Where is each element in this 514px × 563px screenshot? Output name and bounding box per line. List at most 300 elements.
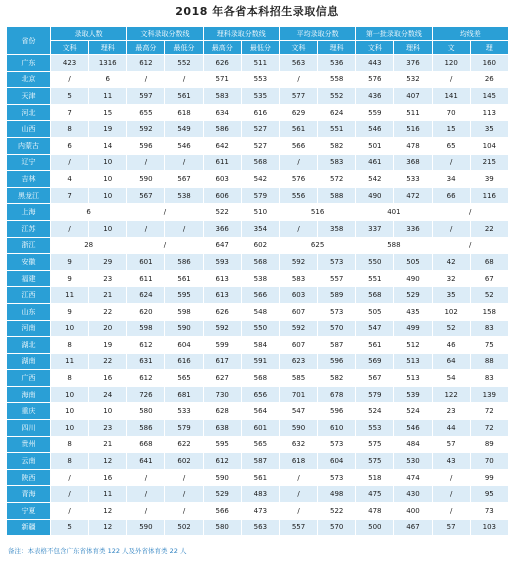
table-cell: 529: [203, 486, 241, 503]
table-cell: 530: [394, 453, 432, 470]
table-cell: /: [165, 220, 203, 237]
header-sub: 最高分: [127, 41, 165, 55]
table-cell: 513: [394, 370, 432, 387]
table-cell: 566: [279, 137, 317, 154]
province-cell: 河北: [7, 104, 51, 121]
table-cell: 10: [89, 187, 127, 204]
table-cell: 602: [241, 237, 279, 254]
table-cell: /: [127, 204, 203, 221]
table-cell: 511: [394, 104, 432, 121]
table-cell: 626: [203, 303, 241, 320]
table-cell: 597: [127, 88, 165, 105]
table-cell: 582: [318, 370, 356, 387]
table-cell: 598: [165, 303, 203, 320]
table-cell: 612: [127, 370, 165, 387]
table-cell: 561: [165, 270, 203, 287]
table-cell: /: [432, 486, 470, 503]
table-cell: 678: [318, 386, 356, 403]
table-cell: 11: [51, 353, 89, 370]
table-cell: 57: [432, 436, 470, 453]
table-row: [7, 519, 509, 536]
province-cell: 吉林: [7, 171, 51, 188]
table-cell: 478: [394, 137, 432, 154]
table-cell: 567: [165, 171, 203, 188]
table-cell: 28: [51, 237, 127, 254]
table-cell: 23: [89, 270, 127, 287]
table-cell: 576: [279, 171, 317, 188]
table-row: [7, 436, 509, 453]
table-cell: 70: [470, 453, 508, 470]
header-sub: 最高分: [203, 41, 241, 55]
table-cell: 577: [279, 88, 317, 105]
table-cell: 474: [394, 469, 432, 486]
table-cell: 10: [51, 386, 89, 403]
table-cell: 558: [318, 71, 356, 88]
table-cell: 730: [203, 386, 241, 403]
table-cell: 527: [241, 137, 279, 154]
table-cell: 11: [51, 287, 89, 304]
table-cell: 559: [356, 104, 394, 121]
table-cell: 72: [470, 420, 508, 437]
table-cell: 568: [241, 370, 279, 387]
table-cell: 73: [470, 503, 508, 520]
table-cell: 550: [241, 320, 279, 337]
table-cell: 83: [470, 320, 508, 337]
table-cell: /: [127, 220, 165, 237]
table-cell: 535: [241, 88, 279, 105]
table-cell: 490: [394, 270, 432, 287]
table-cell: 484: [394, 436, 432, 453]
table-cell: /: [279, 154, 317, 171]
table-row: [7, 270, 509, 287]
table-cell: 10: [89, 154, 127, 171]
table-cell: /: [127, 71, 165, 88]
table-cell: 553: [356, 420, 394, 437]
table-cell: /: [51, 71, 89, 88]
header-row-subs: [7, 41, 509, 55]
table-cell: 604: [165, 337, 203, 354]
table-cell: 596: [318, 353, 356, 370]
table-cell: 64: [432, 353, 470, 370]
table-cell: /: [432, 154, 470, 171]
table-cell: 400: [394, 503, 432, 520]
table-cell: 551: [318, 121, 356, 138]
table-cell: 566: [203, 503, 241, 520]
table-cell: 627: [203, 370, 241, 387]
table-cell: 611: [127, 270, 165, 287]
table-cell: 8: [51, 337, 89, 354]
table-cell: 7: [51, 104, 89, 121]
table-cell: 590: [165, 320, 203, 337]
table-cell: 612: [203, 453, 241, 470]
table-row: [7, 386, 509, 403]
table-row: [7, 220, 509, 237]
table-row: [7, 237, 509, 254]
table-cell: 533: [394, 171, 432, 188]
table-cell: 376: [394, 55, 432, 72]
table-cell: 68: [470, 254, 508, 271]
table-cell: 524: [394, 403, 432, 420]
table-cell: 620: [127, 303, 165, 320]
table-cell: /: [51, 220, 89, 237]
table-cell: 583: [318, 154, 356, 171]
table-cell: 638: [203, 420, 241, 437]
table-cell: /: [279, 469, 317, 486]
table-row: [7, 370, 509, 387]
table-cell: 590: [203, 469, 241, 486]
table-cell: 567: [356, 370, 394, 387]
table-cell: 590: [279, 420, 317, 437]
table-cell: 407: [394, 88, 432, 105]
table-cell: /: [432, 237, 508, 254]
table-cell: 20: [89, 320, 127, 337]
table-row: [7, 137, 509, 154]
table-cell: 42: [432, 254, 470, 271]
table-cell: 141: [432, 88, 470, 105]
table-cell: 19: [89, 121, 127, 138]
table-cell: /: [432, 220, 470, 237]
table-cell: 66: [432, 187, 470, 204]
table-cell: /: [165, 503, 203, 520]
table-cell: 613: [203, 287, 241, 304]
table-cell: 505: [394, 254, 432, 271]
table-cell: 546: [394, 420, 432, 437]
table-cell: 598: [127, 320, 165, 337]
table-cell: 158: [470, 303, 508, 320]
table-cell: 618: [165, 104, 203, 121]
table-cell: 10: [89, 220, 127, 237]
table-cell: 611: [203, 154, 241, 171]
table-cell: 579: [356, 386, 394, 403]
table-cell: 628: [203, 403, 241, 420]
table-row: [7, 154, 509, 171]
header-sub: 最低分: [241, 41, 279, 55]
table-cell: /: [165, 71, 203, 88]
table-row: [7, 204, 509, 221]
table-cell: 8: [51, 436, 89, 453]
table-cell: 589: [318, 287, 356, 304]
table-cell: 668: [127, 436, 165, 453]
table-cell: 564: [241, 403, 279, 420]
table-cell: 632: [279, 436, 317, 453]
table-cell: 624: [127, 287, 165, 304]
table-row: [7, 353, 509, 370]
table-cell: 566: [241, 287, 279, 304]
table-cell: 565: [241, 436, 279, 453]
table-cell: 568: [241, 154, 279, 171]
header-sub: 理科: [394, 41, 432, 55]
province-cell: 辽宁: [7, 154, 51, 171]
table-cell: 612: [127, 55, 165, 72]
table-cell: 539: [394, 386, 432, 403]
table-cell: 612: [127, 337, 165, 354]
table-cell: 590: [127, 171, 165, 188]
table-cell: /: [432, 204, 508, 221]
table-cell: 592: [279, 254, 317, 271]
table-cell: 572: [318, 171, 356, 188]
table-cell: /: [432, 71, 470, 88]
province-cell: 江西: [7, 287, 51, 304]
table-cell: 483: [241, 486, 279, 503]
header-row-groups: [7, 27, 509, 41]
table-cell: 701: [279, 386, 317, 403]
table-row: [7, 303, 509, 320]
province-cell: 广东: [7, 55, 51, 72]
table-cell: 573: [318, 303, 356, 320]
table-cell: 592: [279, 320, 317, 337]
table-cell: /: [279, 71, 317, 88]
table-cell: 623: [279, 353, 317, 370]
table-cell: 354: [241, 220, 279, 237]
table-cell: 23: [89, 420, 127, 437]
table-cell: 587: [318, 337, 356, 354]
table-cell: 588: [356, 237, 432, 254]
table-cell: 601: [127, 254, 165, 271]
table-cell: /: [279, 220, 317, 237]
table-cell: 67: [470, 270, 508, 287]
table-cell: 631: [127, 353, 165, 370]
table-cell: 616: [241, 104, 279, 121]
province-cell: 四川: [7, 420, 51, 437]
table-cell: 52: [432, 320, 470, 337]
table-cell: 102: [432, 303, 470, 320]
table-cell: 99: [470, 469, 508, 486]
header-sub: 文科: [51, 41, 89, 55]
table-cell: 529: [394, 287, 432, 304]
table-cell: 5: [51, 519, 89, 536]
header-sub: 理科: [89, 41, 127, 55]
province-cell: 山西: [7, 121, 51, 138]
table-cell: 22: [89, 353, 127, 370]
table-cell: 21: [89, 287, 127, 304]
table-cell: 533: [165, 403, 203, 420]
table-cell: 568: [241, 254, 279, 271]
table-cell: 83: [470, 370, 508, 387]
table-cell: 88: [470, 353, 508, 370]
header-sub: 文科: [279, 41, 317, 55]
table-row: [7, 486, 509, 503]
table-cell: 641: [127, 453, 165, 470]
table-cell: 593: [203, 254, 241, 271]
province-cell: 内蒙古: [7, 137, 51, 154]
table-cell: /: [127, 154, 165, 171]
table-cell: 70: [432, 104, 470, 121]
table-cell: 580: [203, 519, 241, 536]
header-group: 录取人数: [51, 27, 127, 41]
table-cell: 35: [432, 287, 470, 304]
table-cell: 656: [241, 386, 279, 403]
table-cell: 336: [394, 220, 432, 237]
table-cell: 54: [432, 370, 470, 387]
table-cell: /: [51, 486, 89, 503]
header-group: 均线差: [432, 27, 508, 41]
table-cell: 89: [470, 436, 508, 453]
table-cell: 579: [165, 420, 203, 437]
table-cell: /: [127, 469, 165, 486]
table-cell: 436: [356, 88, 394, 105]
table-cell: 618: [279, 453, 317, 470]
table-cell: /: [432, 469, 470, 486]
table-cell: 10: [51, 320, 89, 337]
table-cell: 10: [51, 420, 89, 437]
table-cell: 626: [203, 55, 241, 72]
table-cell: 44: [432, 420, 470, 437]
table-row: [7, 337, 509, 354]
table-cell: 586: [165, 254, 203, 271]
table-cell: 43: [432, 453, 470, 470]
table-cell: 16: [89, 370, 127, 387]
table-cell: 549: [165, 121, 203, 138]
table-cell: 120: [432, 55, 470, 72]
table-cell: 12: [89, 453, 127, 470]
table-cell: 10: [89, 171, 127, 188]
table-cell: /: [165, 469, 203, 486]
table-row: [7, 320, 509, 337]
table-cell: 596: [127, 137, 165, 154]
table-cell: 52: [470, 287, 508, 304]
table-cell: 624: [318, 104, 356, 121]
table-body: [7, 55, 509, 536]
table-row: [7, 254, 509, 271]
table-cell: /: [127, 503, 165, 520]
province-cell: 湖北: [7, 337, 51, 354]
table-cell: 39: [470, 171, 508, 188]
table-cell: 15: [432, 121, 470, 138]
table-cell: 215: [470, 154, 508, 171]
table-cell: 5: [51, 88, 89, 105]
header-group: 理科录取分数线: [203, 27, 279, 41]
table-cell: 9: [51, 254, 89, 271]
province-cell: 宁夏: [7, 503, 51, 520]
table-cell: 573: [318, 436, 356, 453]
table-row: [7, 287, 509, 304]
table-cell: 726: [127, 386, 165, 403]
table-cell: 160: [470, 55, 508, 72]
table-cell: 8: [51, 453, 89, 470]
table-row: [7, 503, 509, 520]
table-row: [7, 55, 509, 72]
table-cell: 32: [432, 270, 470, 287]
table-cell: 580: [127, 403, 165, 420]
province-cell: 新疆: [7, 519, 51, 536]
table-cell: 95: [470, 486, 508, 503]
table-cell: 601: [241, 420, 279, 437]
table-cell: 478: [356, 503, 394, 520]
table-cell: 586: [127, 420, 165, 437]
table-cell: 11: [89, 88, 127, 105]
province-cell: 重庆: [7, 403, 51, 420]
table-cell: 35: [470, 121, 508, 138]
table-cell: 538: [165, 187, 203, 204]
table-cell: 423: [51, 55, 89, 72]
table-cell: 592: [203, 320, 241, 337]
table-cell: 553: [241, 71, 279, 88]
table-cell: 647: [203, 237, 241, 254]
table-cell: 24: [89, 386, 127, 403]
table-cell: 8: [51, 121, 89, 138]
table-cell: /: [165, 486, 203, 503]
table-cell: 12: [89, 519, 127, 536]
table-cell: 552: [318, 88, 356, 105]
table-cell: 7: [51, 187, 89, 204]
province-cell: 湖南: [7, 353, 51, 370]
table-row: [7, 71, 509, 88]
table-cell: 573: [318, 469, 356, 486]
table-cell: 11: [89, 486, 127, 503]
table-cell: 501: [356, 137, 394, 154]
table-cell: 603: [203, 171, 241, 188]
table-cell: 582: [318, 137, 356, 154]
table-cell: 12: [89, 503, 127, 520]
table-cell: 16: [89, 469, 127, 486]
table-cell: 571: [203, 71, 241, 88]
table-cell: 473: [241, 503, 279, 520]
table-cell: 46: [432, 337, 470, 354]
table-cell: 435: [394, 303, 432, 320]
table-cell: 472: [394, 187, 432, 204]
table-cell: 505: [356, 303, 394, 320]
table-cell: 607: [279, 303, 317, 320]
table-cell: 586: [203, 121, 241, 138]
table-cell: 642: [203, 137, 241, 154]
province-cell: 黑龙江: [7, 187, 51, 204]
table-cell: 22: [470, 220, 508, 237]
table-cell: 366: [203, 220, 241, 237]
table-cell: /: [279, 486, 317, 503]
table-cell: 567: [127, 187, 165, 204]
page-title: 2018 年各省本科招生录取信息: [175, 5, 339, 18]
table-cell: 29: [89, 254, 127, 271]
table-cell: 563: [241, 519, 279, 536]
table-cell: 461: [356, 154, 394, 171]
table-cell: 358: [318, 220, 356, 237]
table-cell: 583: [203, 88, 241, 105]
table-cell: 575: [356, 453, 394, 470]
table-row: [7, 453, 509, 470]
table-cell: 575: [356, 436, 394, 453]
table-cell: 122: [432, 386, 470, 403]
table-cell: 596: [318, 403, 356, 420]
table-cell: 561: [356, 337, 394, 354]
table-cell: 139: [470, 386, 508, 403]
table-cell: 516: [394, 121, 432, 138]
table-cell: 116: [470, 187, 508, 204]
province-cell: 陕西: [7, 469, 51, 486]
header-group: 平均录取分数: [279, 27, 355, 41]
table-row: [7, 171, 509, 188]
table-cell: 599: [203, 337, 241, 354]
table-cell: 570: [318, 320, 356, 337]
table-cell: 557: [318, 270, 356, 287]
table-row: [7, 104, 509, 121]
table-cell: 532: [394, 71, 432, 88]
table-cell: 9: [51, 303, 89, 320]
table-cell: /: [127, 237, 203, 254]
table-cell: 475: [356, 486, 394, 503]
table-cell: 113: [470, 104, 508, 121]
table-row: [7, 403, 509, 420]
table-cell: 430: [394, 486, 432, 503]
table-cell: 368: [394, 154, 432, 171]
table-cell: 591: [241, 353, 279, 370]
province-cell: 安徽: [7, 254, 51, 271]
province-cell: 云南: [7, 453, 51, 470]
table-cell: 536: [318, 55, 356, 72]
table-cell: 511: [241, 55, 279, 72]
header-sub: 文: [432, 41, 470, 55]
table-cell: 585: [279, 370, 317, 387]
table-cell: 570: [318, 519, 356, 536]
